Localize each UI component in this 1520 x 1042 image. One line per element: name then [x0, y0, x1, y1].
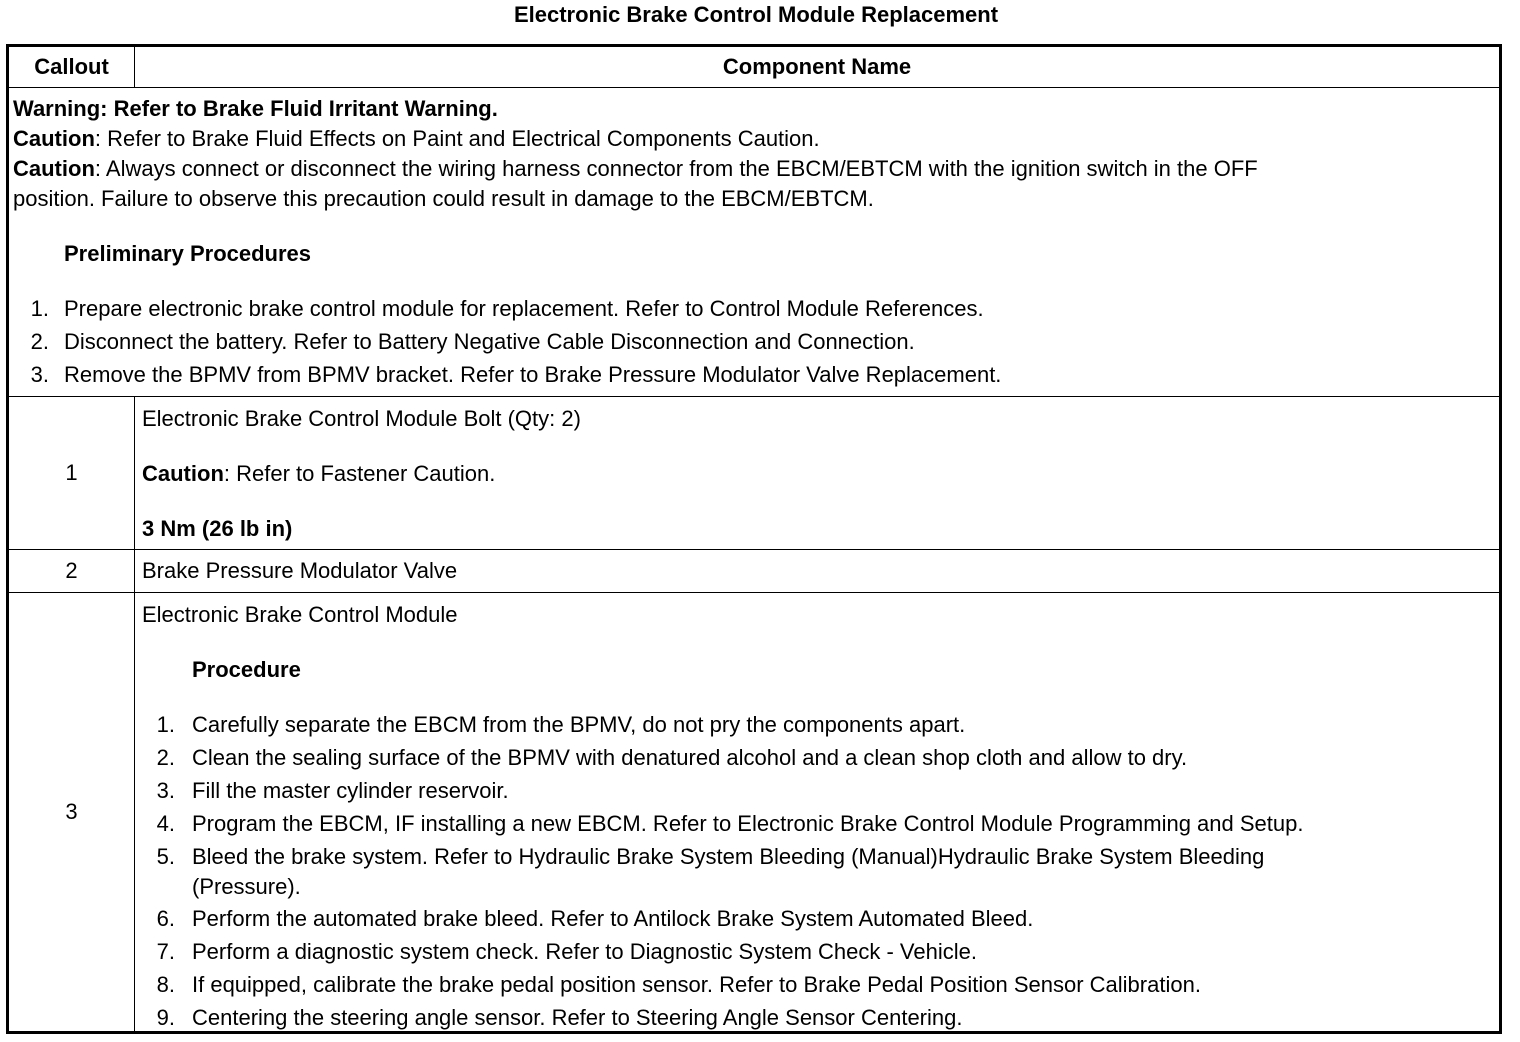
step-text: Program the EBCM, IF installing a new EBCM. Refer to Electronic Brake Control Module Programming and Setup. [192, 811, 1304, 836]
table-row [9, 593, 1499, 1031]
step-number: 1. [156, 712, 175, 737]
caution-label: Caution [13, 126, 95, 151]
component-name: Brake Pressure Modulator Valve [142, 558, 458, 583]
warning-text: Refer to Brake Fluid Irritant Warning. [113, 96, 498, 121]
step-text: Perform a diagnostic system check. Refer to Diagnostic System Check - Vehicle. [192, 939, 977, 964]
component-cell [135, 397, 1499, 549]
callout-header: Callout [9, 47, 135, 87]
warning-note [13, 95, 498, 123]
notes-row [9, 88, 1499, 397]
callout-cell: 3 [9, 593, 135, 1031]
step-text: If equipped, calibrate the brake pedal position sensor. Refer to Brake Pedal Position Sensor Calibration. [192, 972, 1201, 997]
component-name: Electronic Brake Control Module [142, 602, 458, 627]
caution-text: : Refer to Brake Fluid Effects on Paint and Electrical Components Caution. [94, 126, 820, 151]
step-text: Perform the automated brake bleed. Refer to Antilock Brake System Automated Bleed. [192, 906, 1034, 931]
warning-label: Warning: [13, 96, 108, 121]
step-text: Prepare electronic brake control module for replacement. Refer to Control Module References. [64, 296, 984, 321]
caution-note-2-continued: position. Failure to observe this precaution could result in damage to the EBCM/EBTCM. [13, 186, 874, 211]
table-row [9, 550, 1499, 593]
step-text: Disconnect the battery. Refer to Battery Negative Cable Disconnection and Connection. [64, 329, 915, 354]
torque-spec: 3 Nm (26 lb in) [142, 516, 293, 541]
step-text: Remove the BPMV from BPMV bracket. Refer to Brake Pressure Modulator Valve Replacement. [64, 362, 1002, 387]
component-name: Electronic Brake Control Module Bolt (Qty: 2) [142, 406, 581, 431]
step-number: 2. [30, 329, 49, 354]
caution-note-2 [13, 155, 1258, 183]
table-header-row [9, 47, 1499, 88]
procedure-heading: Procedure [192, 657, 301, 682]
caution-note-1 [13, 125, 820, 153]
step-text: Carefully separate the EBCM from the BPMV, do not pry the components apart. [192, 712, 966, 737]
step-number: 3. [156, 778, 175, 803]
component-name-header: Component Name [722, 54, 912, 79]
component-cell [135, 550, 1499, 592]
caution-label: Caution [13, 156, 95, 181]
caution-label: Caution [142, 461, 224, 486]
caution-text: : Always connect or disconnect the wiring harness connector from the EBCM/EBTCM with the ignition switch in the OFF [94, 156, 1258, 181]
step-text: Bleed the brake system. Refer to Hydraulic Brake System Bleeding (Manual)Hydraulic Brake System Bleeding [192, 844, 1265, 869]
step-number: 5. [156, 844, 175, 869]
component-cell [135, 593, 1499, 1031]
step-number: 7. [156, 939, 175, 964]
fastener-caution [142, 460, 495, 488]
step-number: 1. [30, 296, 49, 321]
preliminary-heading: Preliminary Procedures [64, 241, 312, 266]
step-number: 3. [30, 362, 49, 387]
component-table [6, 44, 1502, 1034]
step-number: 2. [156, 745, 175, 770]
callout-cell: 1 [9, 397, 135, 549]
table-row [9, 397, 1499, 550]
caution-text: : Refer to Fastener Caution. [223, 461, 496, 486]
step-number: 9. [156, 1005, 175, 1030]
step-text: Fill the master cylinder reservoir. [192, 778, 509, 803]
page-title: Electronic Brake Control Module Replacement [513, 2, 999, 27]
step-number: 4. [156, 811, 175, 836]
step-number: 8. [156, 972, 175, 997]
callout-cell: 2 [9, 550, 135, 592]
step-text-continued: (Pressure). [192, 874, 301, 899]
step-number: 6. [156, 906, 175, 931]
step-text: Clean the sealing surface of the BPMV with denatured alcohol and a clean shop cloth and allow to dry. [192, 745, 1188, 770]
step-text: Centering the steering angle sensor. Refer to Steering Angle Sensor Centering. [192, 1005, 963, 1030]
